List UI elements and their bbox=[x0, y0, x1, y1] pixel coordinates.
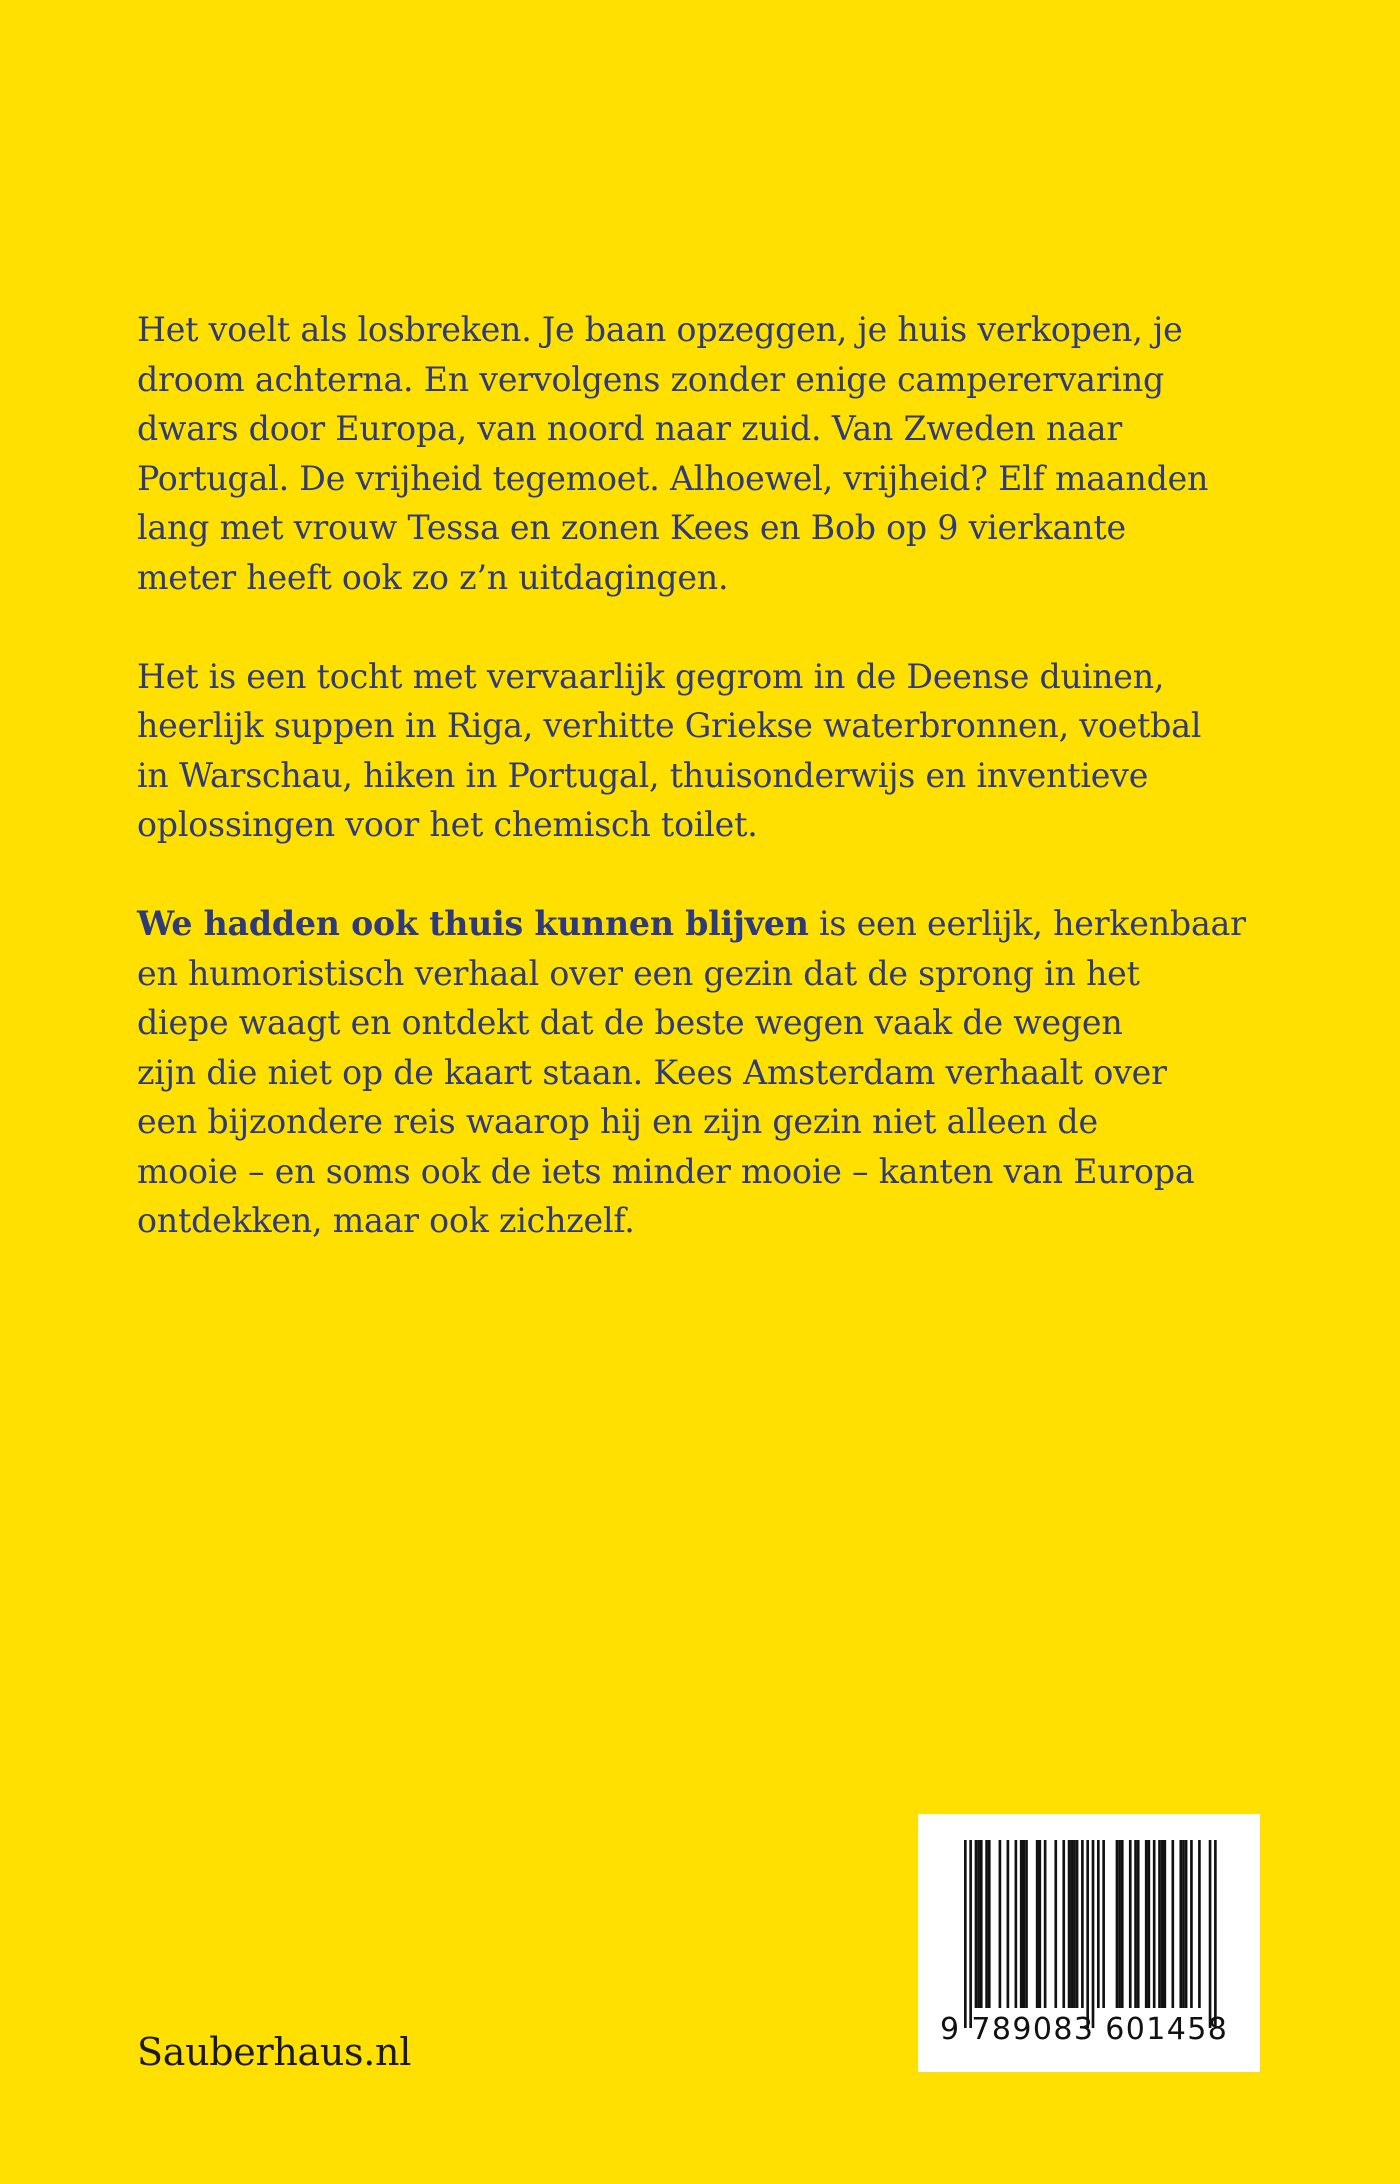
barcode-bar bbox=[999, 1840, 1002, 2008]
barcode-bar bbox=[980, 1840, 983, 2008]
barcode-bar bbox=[1054, 1840, 1057, 2008]
barcode-bar bbox=[1062, 1840, 1065, 2008]
barcode-bar bbox=[1036, 1840, 1039, 2008]
barcode-bar bbox=[1102, 1840, 1105, 2008]
barcode-bar bbox=[1190, 1840, 1193, 2008]
barcode-bar bbox=[1129, 1840, 1132, 2008]
barcode-bar bbox=[1076, 1840, 1079, 2008]
barcode-bar bbox=[1044, 1840, 1047, 2008]
barcode-bar bbox=[1025, 1840, 1028, 2008]
barcode-bar bbox=[1081, 1840, 1084, 2008]
barcode-bar bbox=[1118, 1840, 1121, 2008]
barcode-bar bbox=[1161, 1840, 1164, 2008]
publisher-website: Sauberhaus.nl bbox=[137, 2030, 412, 2074]
barcode-bar bbox=[975, 1840, 978, 2008]
barcode-bar bbox=[1145, 1840, 1148, 2008]
barcode-bar bbox=[969, 1840, 972, 2028]
barcode-bar bbox=[977, 1840, 980, 2008]
barcode-bar bbox=[1086, 1840, 1089, 2028]
barcode-bar bbox=[1182, 1840, 1185, 2008]
barcode-bar bbox=[1134, 1840, 1137, 2008]
barcode-bar bbox=[1179, 1840, 1182, 2008]
barcode-bar bbox=[1097, 1840, 1100, 2008]
barcode-bar bbox=[1068, 1840, 1071, 2008]
book-title-bold: We hadden ook thuis kunnen blijven bbox=[137, 904, 809, 943]
barcode-bar bbox=[1158, 1840, 1161, 2008]
barcode-bar bbox=[988, 1840, 991, 2008]
blurb-paragraph-2: Het is een tocht met vervaarlijk gegrom in de Deense duinen, heerlijk suppen in Riga, verhitte Griekse waterbronnen, voetbal in Warschau, hiken in Portugal, thuisonderwijs en inventieve oplossingen voor het chemisch toilet. bbox=[137, 656, 1202, 844]
barcode-bar bbox=[1023, 1840, 1026, 2008]
barcode-bar bbox=[1015, 1840, 1018, 2008]
barcode-bar bbox=[1092, 1840, 1095, 2028]
barcode-bar bbox=[1020, 1840, 1023, 2008]
blurb-paragraph-1: Het voelt als losbreken. Je baan opzeggen, je huis verkopen, je droom achterna. En vervolgens zonder enige camperervaring dwars door Europa, van noord naar zuid. Van Zweden naar Portugal. De vrijheid tegemoet. Alhoewel, vrijheid? Elf maanden lang met vrouw Tessa en zonen Kees en Bob op 9 vierkante meter heeft ook zo z’n uitdagingen. bbox=[137, 310, 1209, 597]
barcode-bar bbox=[1153, 1840, 1156, 2008]
isbn-barcode bbox=[918, 1814, 1260, 2072]
barcode-bar bbox=[1121, 1840, 1124, 2008]
barcode-bar bbox=[964, 1840, 967, 2028]
barcode-bar bbox=[1185, 1840, 1188, 2008]
isbn-number: 9 789083 601458 bbox=[940, 2012, 1229, 2047]
barcode-bar bbox=[1070, 1840, 1073, 2008]
barcode-bar bbox=[1038, 1840, 1041, 2008]
barcode-bar bbox=[1148, 1840, 1151, 2008]
barcode-bar bbox=[1007, 1840, 1010, 2008]
barcode-bar bbox=[1073, 1840, 1076, 2008]
blurb-paragraph-3-text: is een eerlijk, herkenbaar en humoristisch verhaal over een gezin dat de sprong in het diepe waagt en ontdekt dat de beste wegen vaak de wegen zijn die niet op de kaart staan. Kees Amsterdam verhaalt over een bijzondere reis waarop hij en zijn gezin niet alleen de mooie – en soms ook de iets minder mooie – kanten van Europa ontdekken, maar ook zichzelf. bbox=[137, 904, 1246, 1240]
barcode-bar bbox=[1209, 1840, 1212, 2028]
barcode-bar bbox=[1116, 1840, 1119, 2008]
barcode-bar bbox=[1171, 1840, 1174, 2008]
blurb-paragraph-3 bbox=[137, 899, 1277, 1246]
barcode-bar bbox=[985, 1840, 988, 2008]
barcode-bar bbox=[1137, 1840, 1140, 2008]
back-cover-blurb bbox=[137, 305, 1277, 1295]
barcode-bar bbox=[1198, 1840, 1201, 2008]
barcode-bar bbox=[1214, 1840, 1217, 2028]
barcode-bar bbox=[1164, 1840, 1167, 2008]
